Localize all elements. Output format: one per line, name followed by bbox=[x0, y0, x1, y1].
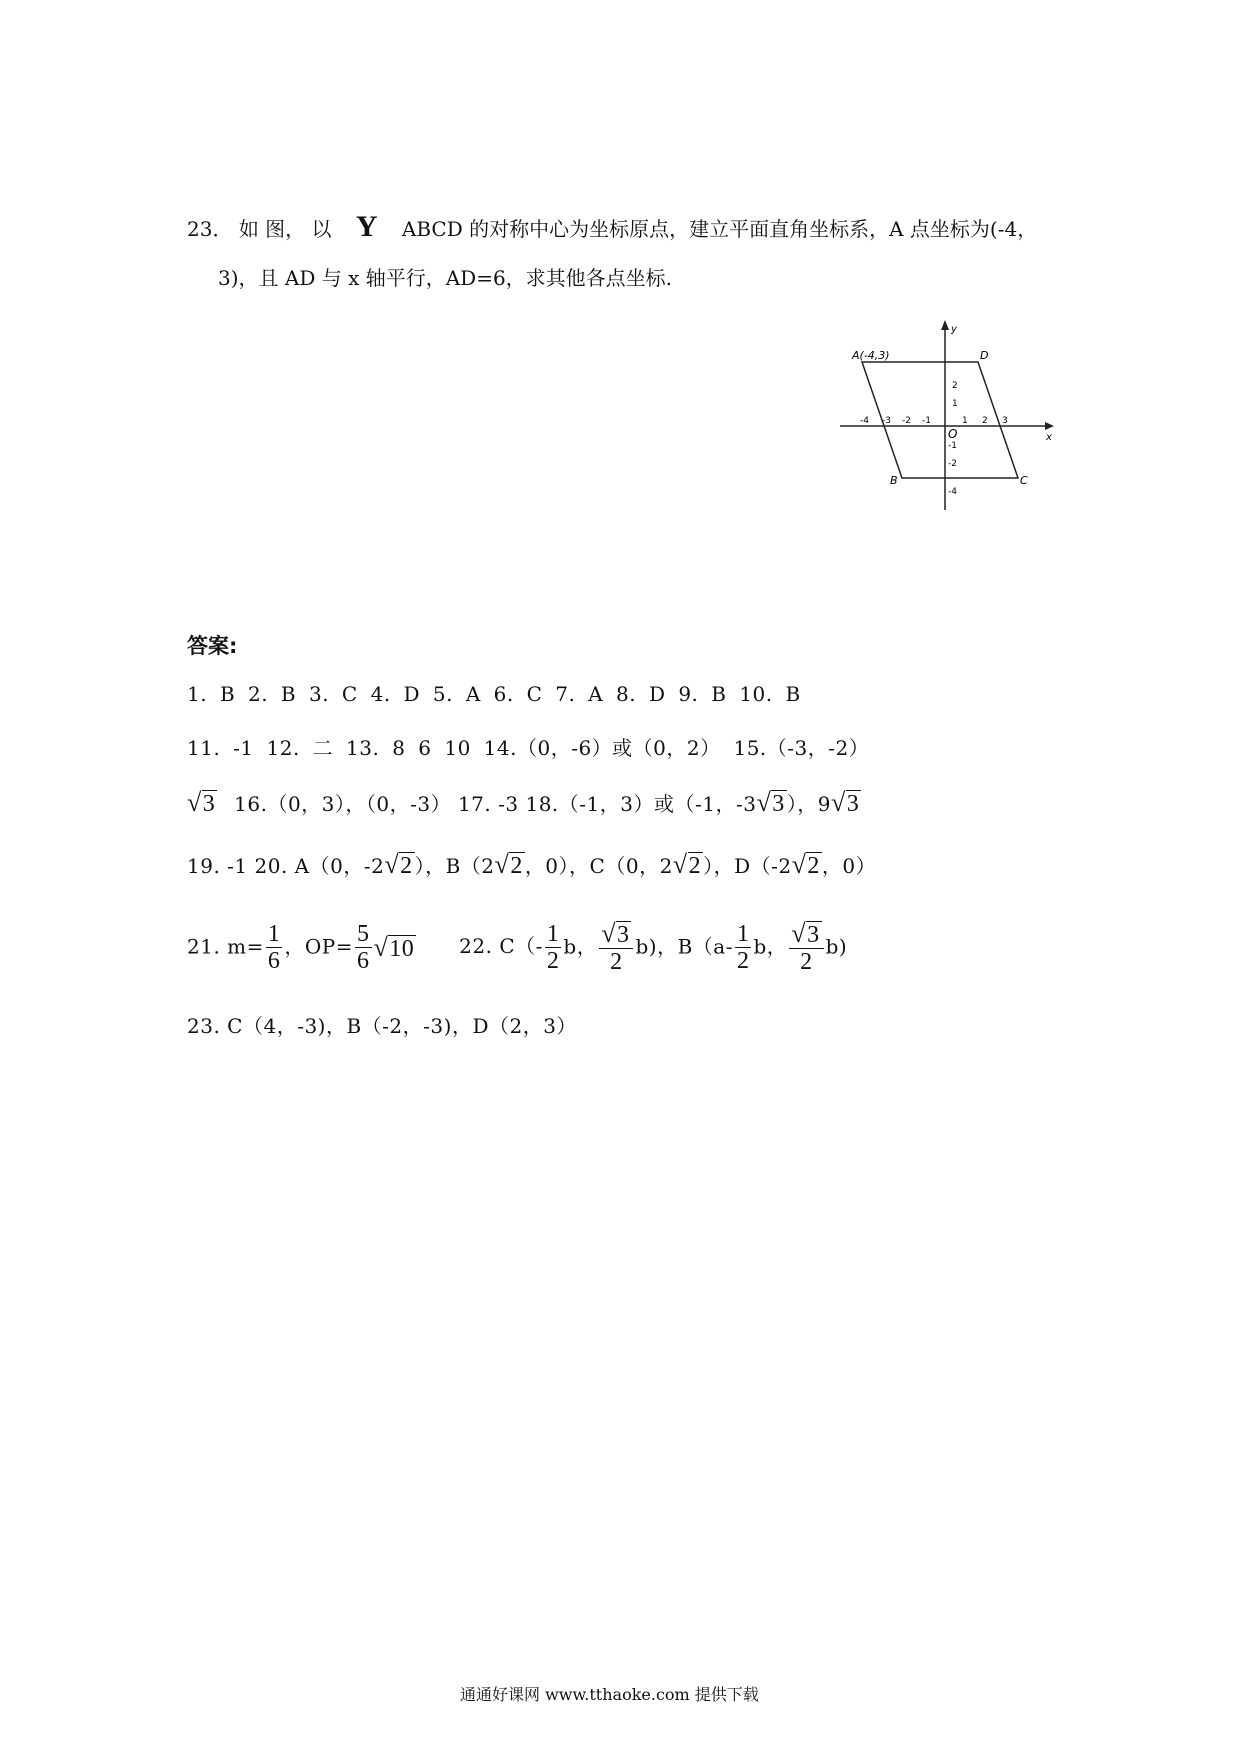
answer-line-4 bbox=[187, 850, 876, 880]
sqrt-expression: √2 bbox=[384, 850, 413, 879]
sqrt-expression: √2 bbox=[672, 850, 702, 879]
answer-text: b) bbox=[825, 934, 848, 959]
answer-text: b)，B（a- bbox=[635, 934, 733, 959]
y-tick: -2 bbox=[948, 459, 957, 469]
answer-text: ，0） bbox=[821, 854, 877, 878]
label-D: D bbox=[980, 349, 989, 362]
answer-text: ），D（-2 bbox=[703, 854, 792, 878]
sqrt-expression: √3 bbox=[756, 788, 785, 817]
sqrt-expression: √3 bbox=[601, 919, 630, 948]
answers-heading: 答案: bbox=[187, 634, 238, 658]
fraction: $\frac{5}{6}$ bbox=[357, 920, 370, 974]
label-A: A(-4,3) bbox=[852, 349, 890, 362]
answer-text: ），B（2 bbox=[414, 854, 495, 878]
parallelogram-symbol: Y bbox=[355, 210, 378, 243]
answer-line-1: 1. B 2. B 3. C 4. D 5. A 6. C 7. A 8. D 9. B 10. B bbox=[187, 682, 801, 706]
y-tick: -4 bbox=[948, 487, 957, 497]
fraction: $\frac{√3}{2}$ bbox=[789, 920, 823, 976]
fraction: $\frac{1}{2}$ bbox=[736, 920, 750, 974]
x-tick: 1 bbox=[962, 416, 968, 426]
x-tick: 2 bbox=[982, 416, 988, 426]
answer-text: ，0），C（0，2 bbox=[524, 854, 673, 878]
question-text-b: ABCD 的对称中心为坐标原点，建立平面直角坐标系，A 点坐标为(-4， bbox=[401, 217, 1038, 241]
answer-line-5 bbox=[187, 920, 847, 976]
y-tick: 2 bbox=[952, 381, 958, 391]
answer-line-3 bbox=[187, 788, 861, 818]
x-tick: -4 bbox=[860, 416, 869, 426]
question-23-line2: 3)，且 AD 与 x 轴平行，AD=6，求其他各点坐标. bbox=[218, 266, 673, 290]
sqrt-expression: √2 bbox=[494, 850, 523, 879]
answer-text: 16.（0，3），（0，-3） 17. -3 18.（-1，3）或（-1，-3 bbox=[234, 792, 757, 816]
y-tick: 1 bbox=[952, 399, 958, 409]
answer-text: ，OP= bbox=[284, 934, 354, 959]
x-axis-arrow bbox=[1045, 422, 1054, 430]
y-tick: -1 bbox=[948, 441, 957, 451]
label-y: y bbox=[951, 324, 957, 335]
label-O: O bbox=[948, 427, 958, 441]
sqrt-expression: √10 bbox=[373, 932, 415, 962]
fraction: $\frac{√3}{2}$ bbox=[599, 920, 633, 976]
sqrt-expression: √3 bbox=[187, 788, 216, 817]
answer-line-2: 11. -1 12. 二 13. 8 6 10 14.（0，-6）或（0，2） 15.（-3，-2） bbox=[187, 736, 870, 760]
answer-text: b， bbox=[563, 934, 598, 959]
answer-text: 21. m= bbox=[187, 934, 264, 959]
label-C: C bbox=[1020, 474, 1028, 487]
coordinate-figure bbox=[840, 320, 1060, 510]
sqrt-expression: √2 bbox=[791, 850, 820, 879]
y-axis-arrow bbox=[941, 320, 949, 330]
label-B: B bbox=[890, 474, 898, 487]
fraction: $\frac{1}{6}$ bbox=[267, 920, 281, 974]
question-23-line1 bbox=[187, 210, 1037, 244]
answer-text: ），9 bbox=[786, 792, 831, 816]
answer-line-6: 23. C（4，-3)，B（-2，-3)，D（2，3） bbox=[187, 1014, 577, 1038]
x-tick: -3 bbox=[882, 416, 891, 426]
answer-text: 22. C（- bbox=[459, 934, 543, 959]
question-text-a: 如 图， 以 bbox=[238, 217, 332, 241]
answer-text: 19. -1 20. A（0，-2 bbox=[187, 854, 385, 878]
footer-text: 通通好课网 www.tthaoke.com 提供下载 bbox=[460, 1685, 759, 1704]
question-number: 23． bbox=[187, 217, 233, 241]
label-x: x bbox=[1046, 432, 1052, 443]
sqrt-expression: √3 bbox=[830, 788, 860, 817]
x-tick: 3 bbox=[1002, 416, 1008, 426]
answer-text: b， bbox=[753, 934, 788, 959]
x-tick: -2 bbox=[902, 416, 911, 426]
x-tick: -1 bbox=[922, 416, 931, 426]
fraction: $\frac{1}{2}$ bbox=[546, 920, 560, 974]
sqrt-expression: √3 bbox=[791, 919, 820, 948]
